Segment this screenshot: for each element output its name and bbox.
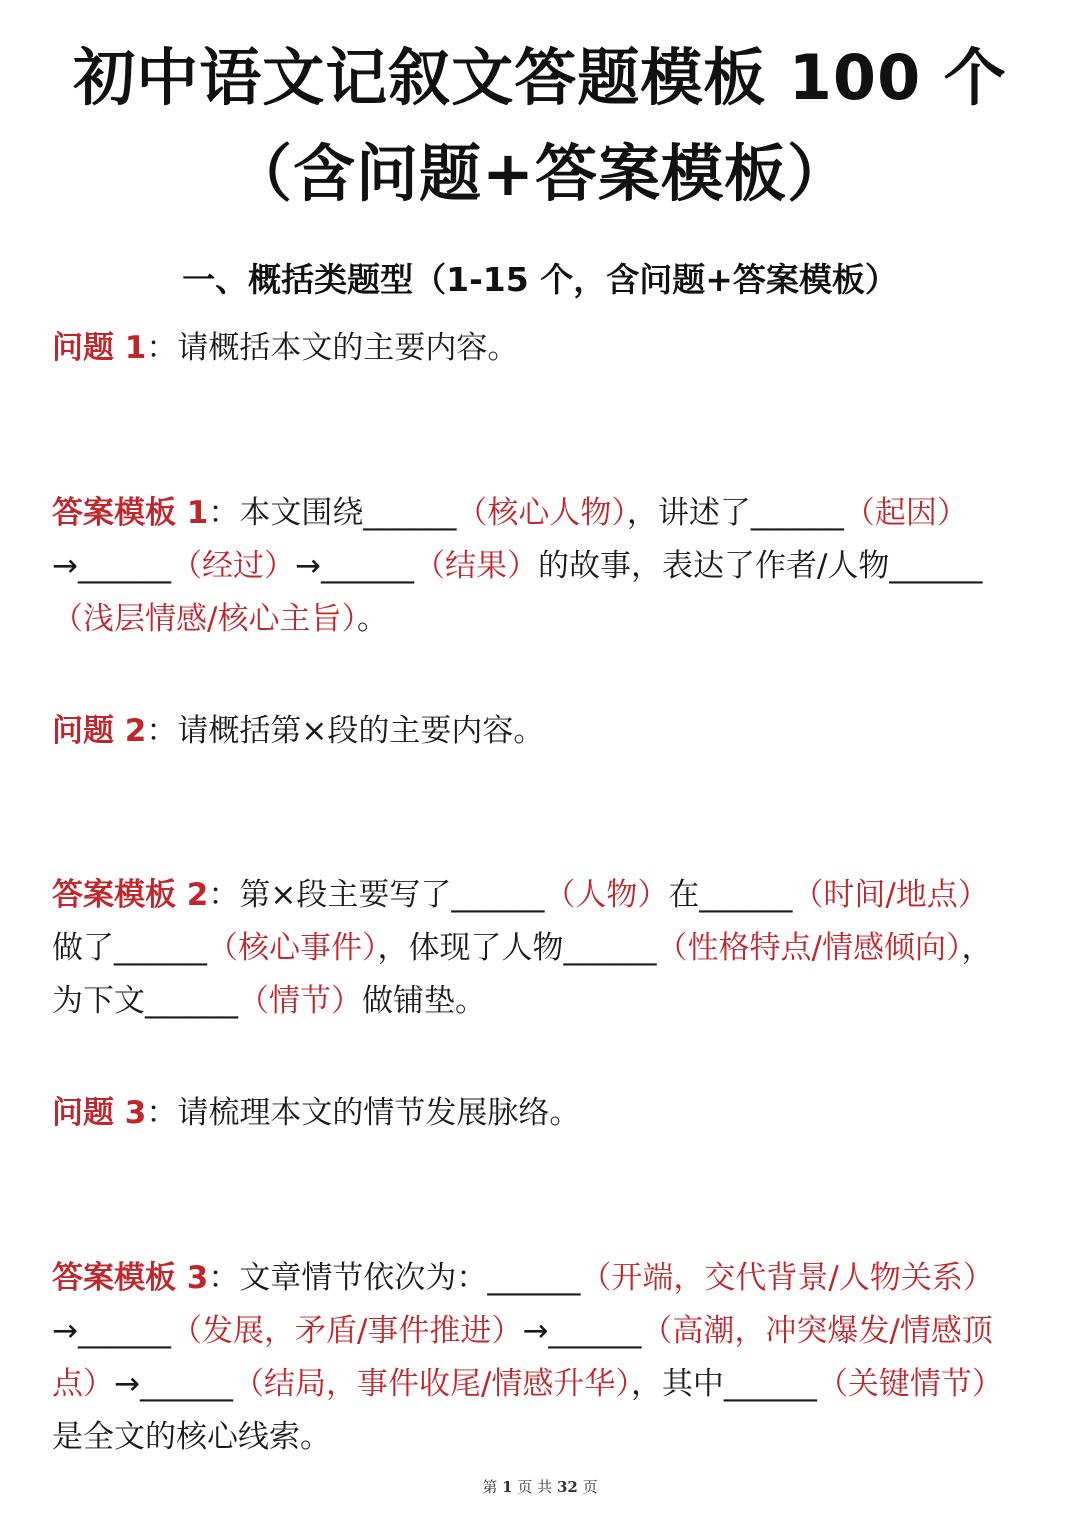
answer-text: ：文章情节依次为：______: [208, 1260, 581, 1296]
question-text: ：请梳理本文的情节发展脉络。: [146, 1095, 581, 1131]
answer-hint: （时间/地点）: [792, 877, 989, 913]
question-2: [52, 705, 1012, 758]
answer-template-2: [52, 869, 1012, 1028]
question-label: 问题 3: [52, 1095, 147, 1131]
answer-text: 做铺垫。: [362, 983, 486, 1019]
answer-hint: （结局，事件收尾/情感升华）: [232, 1366, 631, 1402]
question-text: ：请概括本文的主要内容。: [146, 330, 519, 366]
answer-hint: （浅层情感/核心主旨）: [52, 601, 357, 637]
answer-hint: （性格特点/情感倾向）: [656, 930, 962, 966]
answer-text: ，其中______: [630, 1366, 817, 1402]
answer-hint: （人物）: [544, 877, 669, 913]
answer-label: 答案模板 1: [52, 495, 209, 531]
section-heading: 一、概括类题型（1-15 个，含问题+答案模板）: [182, 260, 898, 299]
answer-text: 的故事，表达了作者/人物______: [537, 548, 983, 584]
answer-hint: （开端，交代背景/人物关系）: [580, 1260, 994, 1296]
answer-hint: （情节）: [238, 983, 362, 1019]
current-page-number: 1: [502, 1478, 513, 1496]
answer-hint: （核心人物）: [456, 495, 627, 531]
document-title-line1: 初中语文记叙文答题模板 100 个: [73, 41, 1007, 114]
answer-text: ：本文围绕______: [208, 495, 457, 531]
answer-text: 。: [356, 601, 388, 637]
answer-text: ，体现了人物______: [377, 930, 657, 966]
answer-text: ，讲述了______: [626, 495, 844, 531]
answer-text: ，为下文______: [52, 930, 993, 1019]
answer-hint: （结果）: [413, 548, 538, 584]
answer-hint: （经过）: [170, 548, 295, 584]
answer-label: 答案模板 2: [52, 877, 209, 913]
answer-text: ：第×段主要写了______: [208, 877, 545, 913]
total-page-count: 32: [556, 1478, 578, 1496]
answer-template-3: [52, 1252, 1012, 1464]
footer-middle: 页 共: [517, 1478, 553, 1496]
footer-suffix: 页: [582, 1478, 598, 1496]
question-1: [52, 322, 1012, 375]
question-3: [52, 1087, 1012, 1140]
footer-prefix: 第: [482, 1478, 498, 1496]
answer-hint: （发展，矛盾/事件推进）: [170, 1313, 523, 1349]
page-footer: [0, 1476, 1080, 1497]
answer-label: 答案模板 3: [52, 1260, 209, 1296]
document-title-line2: （含问题+答案模板）: [230, 137, 850, 210]
answer-text: →______: [52, 1313, 171, 1349]
answer-text: →______: [114, 1366, 233, 1402]
question-label: 问题 1: [52, 330, 147, 366]
answer-template-1: [52, 487, 1012, 646]
answer-text: 在______: [668, 877, 793, 913]
question-text: ：请概括第×段的主要内容。: [146, 713, 545, 749]
question-label: 问题 2: [52, 713, 147, 749]
answer-text: →______: [522, 1313, 642, 1349]
answer-text: 做了______: [52, 930, 207, 966]
answer-text: →______: [294, 548, 414, 584]
answer-hint: （起因）: [843, 495, 968, 531]
answer-hint: （核心事件）: [207, 930, 378, 966]
answer-hint: （高潮，冲突爆发/情感顶点）: [52, 1313, 993, 1402]
answer-text: →______: [52, 548, 171, 584]
answer-hint: （关键情节）: [816, 1366, 1003, 1402]
answer-text: 是全文的核心线索。: [52, 1419, 331, 1455]
